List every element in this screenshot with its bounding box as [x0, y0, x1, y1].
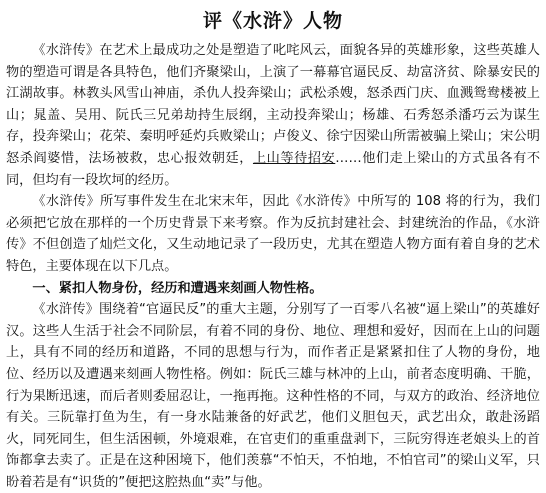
- paragraph-2: 《水浒传》所写事件发生在北宋末年，因此《水浒传》中所写的 108 将的行为，我们必须把它放在那样的一个历史背景下来考察。作为反抗封建社会、封建统治的作品，《水浒传》不但创造了灿烂文化，又生动地记录了一段历史，尤其在塑造人物方面有着自身的艺术特色，主要体现在以下几点。: [6, 194, 540, 274]
- document-title: 评《水浒》人物: [202, 10, 343, 32]
- paragraph-1-tail: ……他们走上梁山的方式虽各有不同，但均有一段坎坷的经历。: [6, 150, 541, 188]
- paragraph-1-underlined-text: 上山等待招安: [252, 150, 336, 166]
- paragraph-1-text: 《水浒传》在艺术上最成功之处是塑造了叱咤风云，面貌各异的英雄形象，这些英雄人物的塑造可谓是各具特色，他们齐聚梁山，上演了一幕幕官逼民反、劫富济贫、除暴安民的江湖故事。林教头风雪山神庙，杀仇人投奔梁山；武松杀嫂，怒杀西门庆、血溅鸳鸯楼被上山；晁盖、吴用、阮氏三兄弟劫持生辰纲，主动投奔梁山；杨雄、石秀怒杀潘巧云为谋生存，投奔梁山；花荣、秦明呼延灼兵败梁山；卢俊义、徐宁因梁山所需被骗上梁山；宋公明怒杀阎婆惜，法场被救，忠心报效朝廷，: [6, 43, 540, 166]
- paragraph-3: 《水浒传》围绕着“官逼民反”的重大主题，分别写了一百零八名被“逼上梁山”的英雄好汉。这些人生活于社会不同阶层，有着不同的身份、地位、理想和爱好，因而在上山的问题上，具有不同的经历和道路，不同的思想与行为，而作者正是紧紧扣住了人物的身份，地位、经历以及遭遇来刻画人物性格。例如：阮氏三雄与林冲的上山，前者态度明确、干脆，行为果断迅速，而后者则委屈忍让，一拖再拖。这种性格的不同，与双方的政治、经济地位有关。三阮靠打鱼为生，有一身水陆兼备的好武艺，他们义胆包天，武艺出众，敢赴汤蹈火，同死同生，但生活困顿，外境艰难，在官吏们的重重盘剥下，三阮穷得连老娘头上的首饰都拿去卖了。正是在这种困境下，他们羡慕“不怕天，不怕地，不怕官司”的梁山义军，只盼着若是有“识货的”便把这腔热血“卖”与他。: [6, 302, 540, 490]
- paragraph-1: [6, 40, 540, 191]
- section-heading-1: 一、紧扣人物身份，经历和遭遇来刻画人物性格。: [32, 280, 323, 296]
